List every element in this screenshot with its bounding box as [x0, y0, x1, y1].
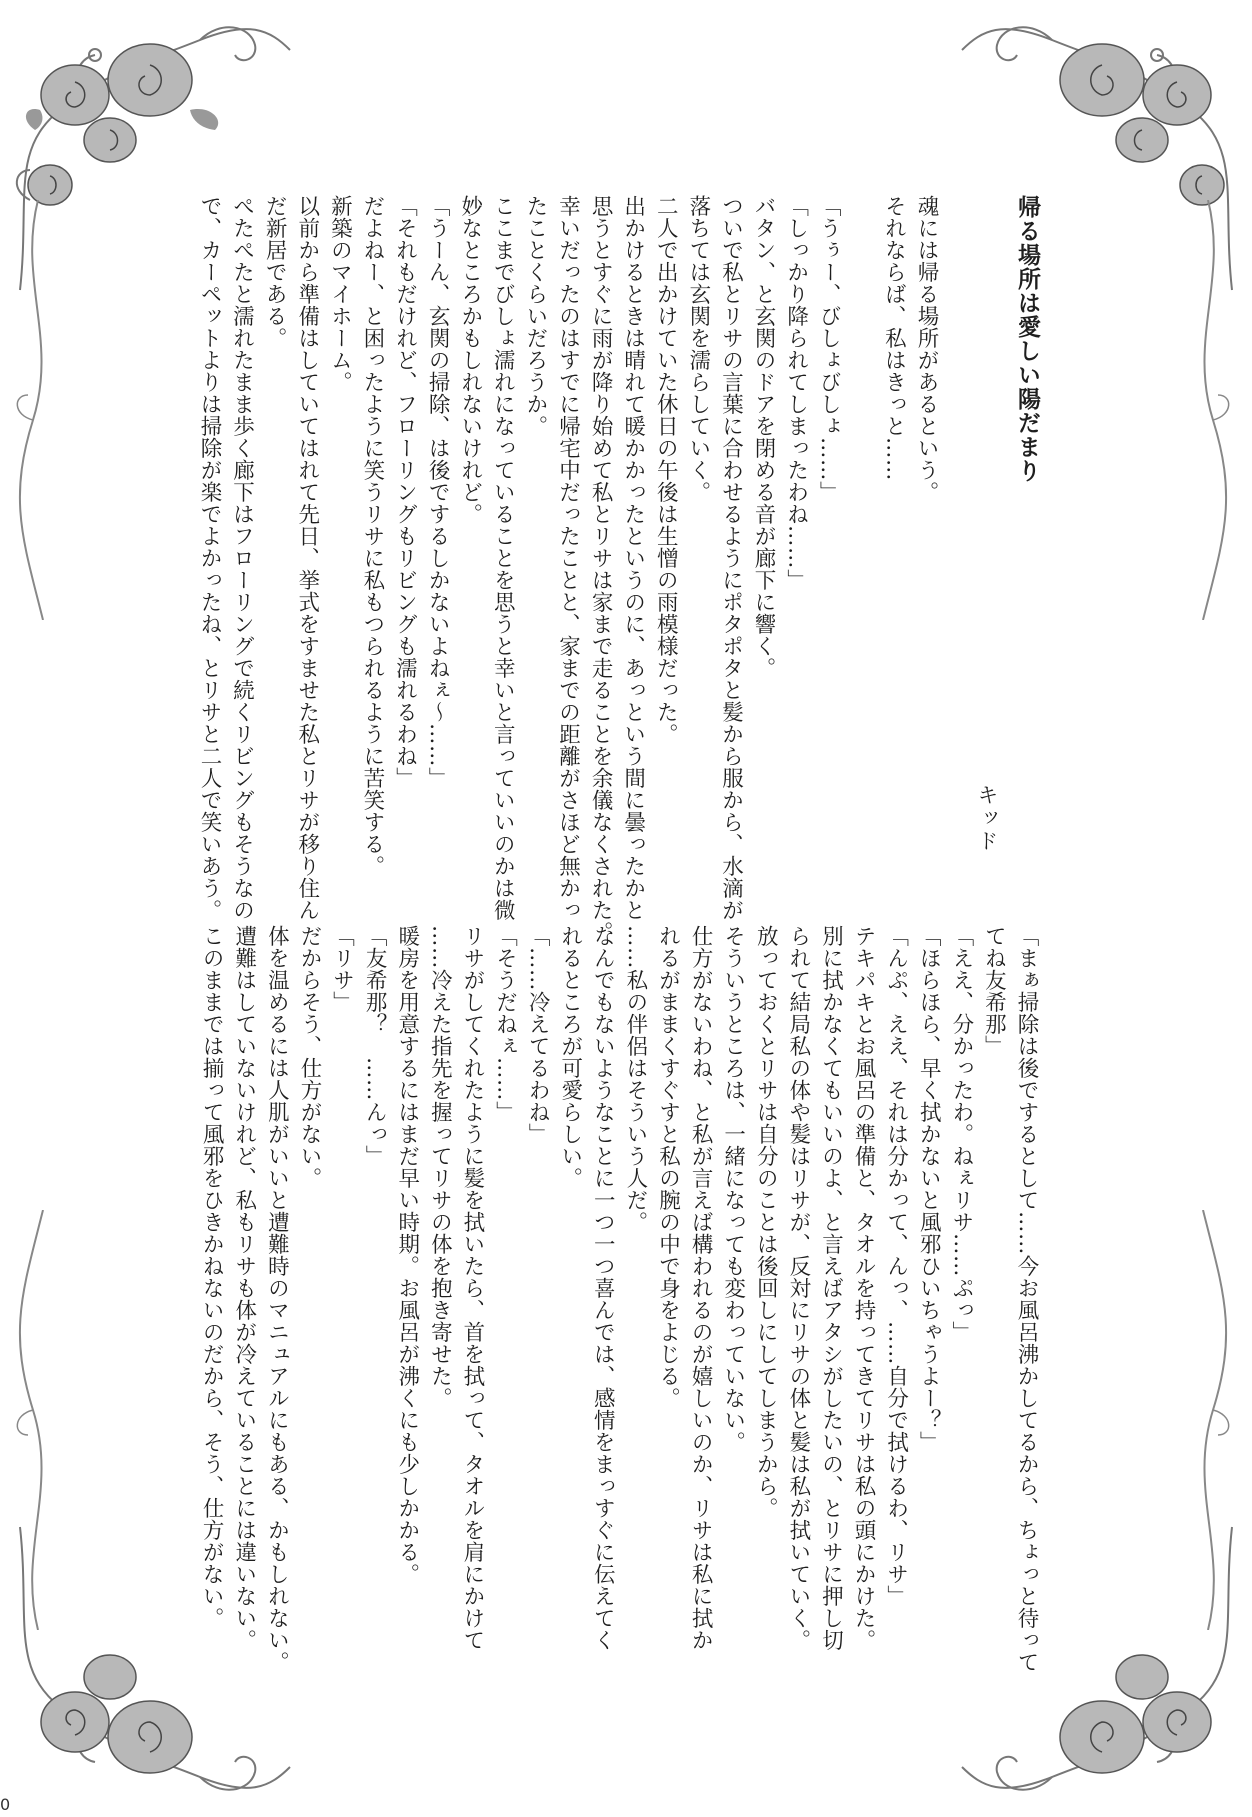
text-line: てね友希那」	[981, 925, 1007, 1057]
page-number: 0	[0, 1795, 11, 1814]
upper-body-text	[192, 195, 942, 943]
text-line: で、カーペットよりは掃除が楽でよかったね、とリサと二人で笑いあう。	[196, 195, 222, 921]
text-line: 魂には帰る場所があるという。	[914, 195, 939, 503]
text-line: リサがしてくれたように髪を拭いたら、首を拭って、タオルを肩にかけて	[459, 925, 485, 1651]
text-line: ついで私とリサの言葉に合わせるようにポタポタと髪から服から、水滴が	[718, 195, 744, 921]
text-line: このままでは揃って風邪をひきかねないのだから、そう、仕方がない。	[199, 925, 225, 1629]
text-line: 「うーん、玄関の掃除、は後でするしかないよねぇ〜……」	[425, 195, 451, 789]
text-line: 「まぁ掃除は後でするとして……今お風呂沸かしてるから、ちょっと待って	[1014, 925, 1039, 1673]
text-line: テキパキとお風呂の準備と、タオルを持ってきてリサは私の頭にかけた。	[851, 925, 877, 1651]
text-line: 「んぷ、ええ、それは分かって、んっ、……自分で拭けるわ、リサ」	[883, 925, 909, 1607]
text-line: ここまでびしょ濡れになっていることを思うと幸いと言っていいのかは微	[490, 195, 516, 921]
text-line: 体を温めるには人肌がいいと遭難時のマニュアルにもある、かもしれない。	[264, 925, 290, 1673]
text-line: それならば、私はきっと……	[881, 195, 907, 481]
text-line: 幸いだったのはすでに帰宅中だったことと、家までの距離がさほど無かっ	[555, 195, 581, 921]
text-line: 放っておくとリサは自分のことは後回しにしてしまうから。	[753, 925, 779, 1519]
text-line: 二人で出かけていた休日の午後は生憎の雨模様だった。	[653, 195, 679, 745]
text-line: ……私の伴侶はそういう人だ。	[622, 925, 648, 1233]
text-line: 新築のマイホーム。	[327, 195, 353, 393]
text-line: 出かけるときは晴れて暖かかったというのに、あっという間に曇ったかと	[620, 195, 646, 921]
vine-icon	[8, 1210, 68, 1630]
text-line: なんでもないようなことに一つ一つ喜んでは、感情をまっすぐに伝えてく	[590, 925, 616, 1651]
text-line: 「ええ、分かったわ。ねぇリサ……ぷっ」	[948, 925, 974, 1343]
text-line: 「リサ」	[329, 925, 355, 1013]
text-line: だからそう、仕方がない。	[296, 925, 322, 1189]
text-line: られて結局私の体や髪はリサが、反対にリサの体と髪は私が拭いていく。	[785, 925, 811, 1651]
vine-ornament	[1178, 200, 1238, 620]
text-line: 「そうだねぇ……」	[492, 925, 518, 1123]
text-line: 「しっかり降られてしまったわね……」	[783, 195, 809, 591]
text-line: だ新居である。	[262, 195, 288, 349]
story-title: 帰る場所は愛しい陽だまり	[1014, 195, 1040, 483]
text-line: 仕方がないわね、と私が言えば構われるのが嬉しいのか、リサは私に拭か	[688, 925, 714, 1651]
author-name: キッド	[975, 784, 999, 853]
text-line: 「友希那？ ……んっ」	[362, 925, 388, 1167]
text-line: 落ちては玄関を濡らしていく。	[685, 195, 711, 503]
vine-ornament	[1178, 1210, 1238, 1630]
text-line: ぺたぺたと濡れたまま歩く廊下はフローリングで続くリビングもそうなの	[229, 195, 255, 921]
lower-body-text	[195, 925, 1042, 1673]
text-line: そういうところは、一緒になっても変わっていない。	[720, 925, 746, 1453]
vine-icon	[1178, 200, 1238, 620]
text-line: 「うぅー、びしょびしょ……」	[816, 195, 842, 503]
text-line: 「……冷えてるわね」	[525, 925, 551, 1145]
text-line: 思うとすぐに雨が降り始めて私とリサは家まで走ることを余儀なくされた。	[588, 195, 614, 943]
text-line: 「ほらほら、早く拭かないと風邪ひいちゃうよー？」	[916, 925, 942, 1453]
text-line	[844, 195, 877, 835]
text-line: ……冷えた指先を握ってリサの体を抱き寄せた。	[427, 925, 453, 1409]
text-line: たことくらいだろうか。	[522, 195, 548, 437]
text-line: 暖房を用意するにはまだ早い時期。お風呂が沸くにも少しかかる。	[394, 925, 420, 1585]
text-line: 以前から準備はしていてはれて先日、挙式をすませた私とリサが移り住ん	[294, 195, 320, 921]
text-line: 遭難はしていないけれど、私もリサも体が冷えていることには違いない。	[231, 925, 257, 1651]
vine-icon	[1178, 1210, 1238, 1630]
text-line: 「それもだけれど、フローリングもリビングも濡れるわね」	[392, 195, 418, 789]
text-line: バタン、と玄関のドアを閉める音が廊下に響く。	[751, 195, 777, 679]
vine-ornament	[8, 200, 68, 620]
text-line: 妙なところかもしれないけれど。	[457, 195, 483, 525]
vine-icon	[8, 200, 68, 620]
text-line: 別に拭かなくてもいいのよ、と言えばアタシがしたいの、とリサに押し切	[818, 925, 844, 1651]
text-line: れるがままくすぐすと私の腕の中で身をよじる。	[655, 925, 681, 1409]
text-line: だよねー、と困ったように笑うリサに私もつられるように苦笑する。	[359, 195, 385, 877]
text-line: れるところが可愛らしい。	[557, 925, 583, 1189]
vine-ornament	[8, 1210, 68, 1630]
